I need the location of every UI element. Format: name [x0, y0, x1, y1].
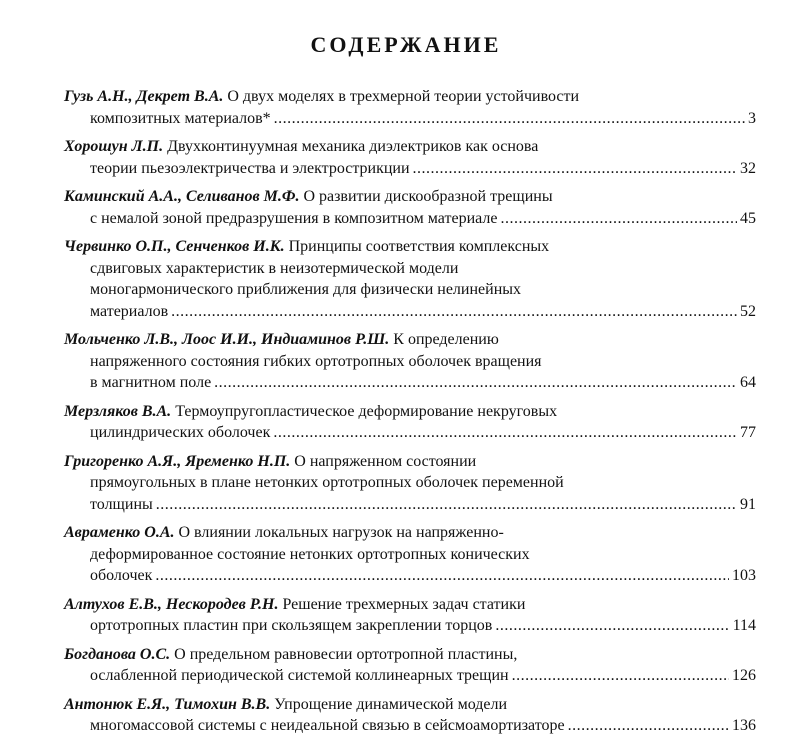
toc-entry [64, 594, 756, 637]
toc-entry-line [64, 715, 756, 737]
toc-entry-line [64, 158, 756, 180]
toc-entry-title-line: Термоупругопластическое деформирование некруговых [175, 402, 558, 420]
toc-entry-authors: Хорошун Л.П. [64, 138, 164, 155]
dot-leader [413, 158, 737, 180]
toc-entry [64, 451, 756, 516]
toc-entry-line [64, 208, 756, 230]
toc-entry-line [64, 422, 756, 444]
toc-entry-authors: Каминский А.А., Селиванов М.Ф. [64, 188, 300, 205]
toc-entry-title-line: О двух моделях в трехмерной теории устойчивости [227, 88, 580, 105]
toc-entry-title-line: с немалой зоной предразрушения в композитном материале [90, 209, 498, 227]
toc-entry-text [64, 138, 538, 155]
toc-entry-text [64, 646, 517, 663]
dot-leader [171, 301, 737, 323]
toc-entry-text [64, 188, 553, 205]
page-number: 91 [740, 495, 756, 513]
toc-entry-text [64, 524, 504, 541]
toc-entry-title-line: оболочек [90, 567, 153, 584]
dot-leader [274, 108, 745, 130]
toc-entry-line [64, 522, 756, 544]
toc-entry-text [90, 281, 521, 298]
toc-entry-title-line: деформированное состояние нетонких ортотропных конических [90, 545, 530, 563]
dot-leader [495, 615, 729, 637]
toc-entry [64, 136, 756, 179]
toc-entry-authors: Григоренко А.Я., Яременко Н.П. [64, 452, 291, 470]
toc-entry-line [64, 594, 756, 616]
toc-entry-line [64, 372, 756, 394]
toc-entry-text [64, 596, 525, 613]
dot-leader [273, 422, 737, 444]
toc-entry-line [64, 565, 756, 587]
toc-entry-text [64, 403, 557, 420]
toc-entry-authors: Авраменко О.А. [64, 524, 175, 541]
page-title: СОДЕРЖАНИЕ [310, 32, 502, 57]
toc-entry-title-line: Двухконтинуумная механика диэлектриков как основа [167, 138, 539, 155]
toc-entry-title-line: О развитии дискообразной трещины [303, 188, 553, 205]
toc-entry-authors: Антонюк Е.Я., Тимохин В.В. [64, 695, 271, 713]
toc-entry-title-line: толщины [90, 495, 153, 513]
toc-entry-title-line: моногармонического приближения для физически нелинейных [90, 281, 522, 298]
toc-entry-title-line: ослабленной периодической системой коллинеарных трещин [90, 667, 509, 684]
toc-entry-line [64, 258, 756, 280]
toc-entry-text [90, 301, 168, 323]
toc-entry-line [64, 136, 756, 158]
toc-entry-title-line: О влиянии локальных нагрузок на напряженно- [178, 524, 504, 541]
toc-entry-title-line: композитных материалов* [90, 109, 271, 127]
toc-entry-text [90, 158, 410, 180]
toc-entry-title-line: О напряженном состоянии [294, 452, 477, 470]
toc-entry-text [64, 696, 507, 713]
dot-leader [512, 665, 729, 687]
toc-entry-text [64, 331, 499, 348]
page-number: 3 [748, 109, 756, 127]
dot-leader [214, 372, 737, 394]
page-number: 114 [732, 617, 756, 634]
toc-entry-title-line: многомассовой системы с неидеальной связью в сейсмоамортизаторе [90, 717, 565, 734]
page-number: 103 [732, 567, 756, 584]
toc-entry-line [64, 451, 756, 473]
toc-entry-text [90, 422, 270, 444]
toc-entry-authors: Гузь А.Н., Декрет В.А. [64, 88, 224, 105]
page-number: 136 [732, 717, 756, 734]
toc-entry-text [90, 665, 509, 687]
toc-entry-title-line: прямоугольных в плане нетонких ортотропных оболочек переменной [90, 474, 564, 491]
toc-entry-title-line: Упрощение динамической модели [274, 695, 508, 713]
toc-entry-title-line: сдвиговых характеристик в неизотермической модели [90, 259, 459, 277]
toc-entry-title-line: ортотропных пластин при скользящем закреплении торцов [90, 617, 493, 634]
toc-entry [64, 694, 756, 737]
toc-entry-line [64, 494, 756, 516]
toc-entry-line [64, 301, 756, 323]
toc-entry-title-line: О предельном равновесии ортотропной пластины, [174, 645, 518, 663]
toc-entry-line [64, 86, 756, 108]
toc-entry-text [90, 715, 565, 737]
toc-entry-line [64, 351, 756, 373]
toc-entry-line [64, 644, 756, 666]
toc-entry-text [64, 453, 476, 470]
toc-entry [64, 522, 756, 587]
toc-entry-title-line: напряженного состояния гибких ортотропных оболочек вращения [90, 352, 542, 370]
page-number: 45 [740, 209, 756, 227]
page-number: 64 [740, 374, 756, 391]
toc-entry-line [64, 401, 756, 423]
toc-entry-title-line: К определению [393, 331, 499, 348]
toc-entry-text [64, 238, 549, 255]
toc-entry-text [90, 494, 153, 516]
dot-leader [568, 715, 729, 737]
toc-entry-authors: Червинко О.П., Сенченков И.К. [64, 238, 285, 255]
page-number: 32 [740, 159, 756, 177]
toc-entry-text [90, 474, 564, 491]
toc-entry-authors: Алтухов Е.В., Нескородев Р.Н. [64, 595, 279, 613]
toc-entry [64, 186, 756, 229]
toc-entry-text [90, 108, 271, 130]
toc-entry [64, 236, 756, 322]
toc-entry-title-line: Решение трехмерных задач статики [282, 595, 526, 613]
toc-entry-line [64, 329, 756, 351]
toc-entry-text [90, 260, 458, 277]
toc-entry-authors: Мерзляков В.А. [64, 402, 172, 420]
page-number: 52 [740, 302, 756, 320]
toc-entry-title-line: цилиндрических оболочек [90, 424, 271, 441]
toc-entry-title-line: в магнитном поле [90, 374, 212, 391]
toc-entry-text [90, 372, 211, 394]
toc-entry-line [64, 186, 756, 208]
toc-entry-text [64, 88, 579, 105]
toc-entry-authors: Богданова О.С. [64, 645, 171, 663]
toc-entry-text [90, 353, 542, 370]
toc-entry-text [90, 546, 530, 563]
toc-entry [64, 401, 756, 444]
page-number: 77 [740, 424, 756, 441]
toc-entry-line [64, 544, 756, 566]
dot-leader [155, 565, 729, 587]
toc-entry-title-line: Принципы соответствия комплексных [288, 238, 550, 255]
toc-entry-line [64, 279, 756, 301]
toc-entry [64, 644, 756, 687]
toc-entry-authors: Мольченко Л.В., Лоос И.И., Индиаминов Р.Ш. [64, 331, 390, 348]
dot-leader [500, 208, 737, 230]
toc-entry-text [90, 615, 492, 637]
toc-entry-title-line: материалов [90, 302, 169, 320]
toc-entry [64, 86, 756, 129]
toc-entry-line [64, 236, 756, 258]
toc-entry [64, 329, 756, 394]
toc-entry-text [90, 565, 152, 587]
page-number: 126 [732, 667, 756, 684]
toc-entry-title-line: теории пьезоэлектричества и электрострикции [90, 159, 410, 177]
toc-entry-line [64, 472, 756, 494]
dot-leader [156, 494, 737, 516]
table-of-contents [64, 86, 756, 744]
toc-entry-line [64, 108, 756, 130]
toc-entry-line [64, 694, 756, 716]
toc-entry-text [90, 208, 497, 230]
toc-entry-line [64, 665, 756, 687]
toc-entry-line [64, 615, 756, 637]
